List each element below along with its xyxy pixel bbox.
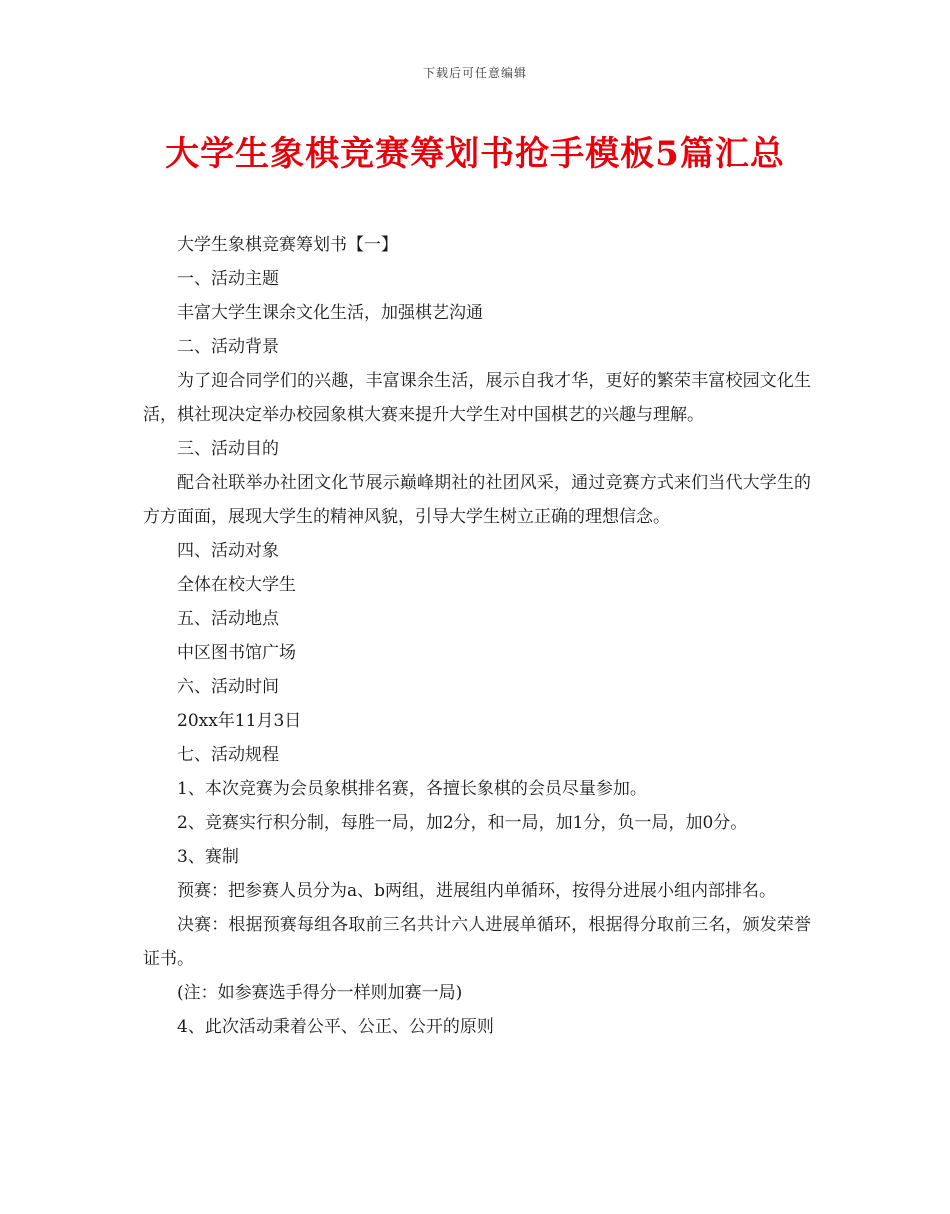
paragraph: 预赛：把参赛人员分为a、b两组，进展组内单循环，按得分进展小组内部排名。: [177, 881, 777, 901]
list-item: 4、此次活动秉着公平、公正、公开的原则: [177, 1017, 494, 1037]
paragraph: 中区图书馆广场: [177, 643, 296, 663]
list-item: 2、竞赛实行积分制，每胜一局，加2分，和一局，加1分，负一局，加0分。: [177, 813, 748, 833]
header-note: 下载后可任意编辑: [422, 66, 527, 80]
section-heading: 六、活动时间: [177, 677, 279, 697]
section-heading: 四、活动对象: [177, 541, 279, 561]
list-item: 3、赛制: [177, 847, 239, 867]
paragraph: 配合社联举办社团文化节展示巅峰期社的社团风采，通过竞赛方式来们当代大学生的方方面面，展现大学生的精神风貌，引导大学生树立正确的理想信念。: [143, 473, 811, 527]
document-body: [143, 228, 811, 1044]
section-heading: 大学生象棋竞赛筹划书【一】: [177, 235, 398, 255]
list-item: 1、本次竞赛为会员象棋排名赛，各擅长象棋的会员尽量参加。: [177, 779, 647, 799]
paragraph: 全体在校大学生: [177, 575, 296, 595]
note: (注：如参赛选手得分一样则加赛一局): [177, 983, 463, 1003]
section-heading: 五、活动地点: [177, 609, 279, 629]
paragraph: 为了迎合同学们的兴趣，丰富课余生活，展示自我才华，更好的繁荣丰富校园文化生活，棋社现决定举办校园象棋大赛来提升大学生对中国棋艺的兴趣与理解。: [143, 371, 811, 425]
paragraph: 丰富大学生课余文化生活，加强棋艺沟通: [177, 303, 483, 323]
section-heading: 二、活动背景: [177, 337, 279, 357]
section-heading: 一、活动主题: [177, 269, 279, 289]
section-heading: 七、活动规程: [177, 745, 279, 765]
paragraph: 20xx年11月3日: [177, 711, 302, 731]
paragraph: 决赛：根据预赛每组各取前三名共计六人进展单循环，根据得分取前三名，颁发荣誉证书。: [143, 915, 811, 969]
document-title: 大学生象棋竞赛筹划书抢手模板5篇汇总: [165, 134, 785, 174]
section-heading: 三、活动目的: [177, 439, 279, 459]
